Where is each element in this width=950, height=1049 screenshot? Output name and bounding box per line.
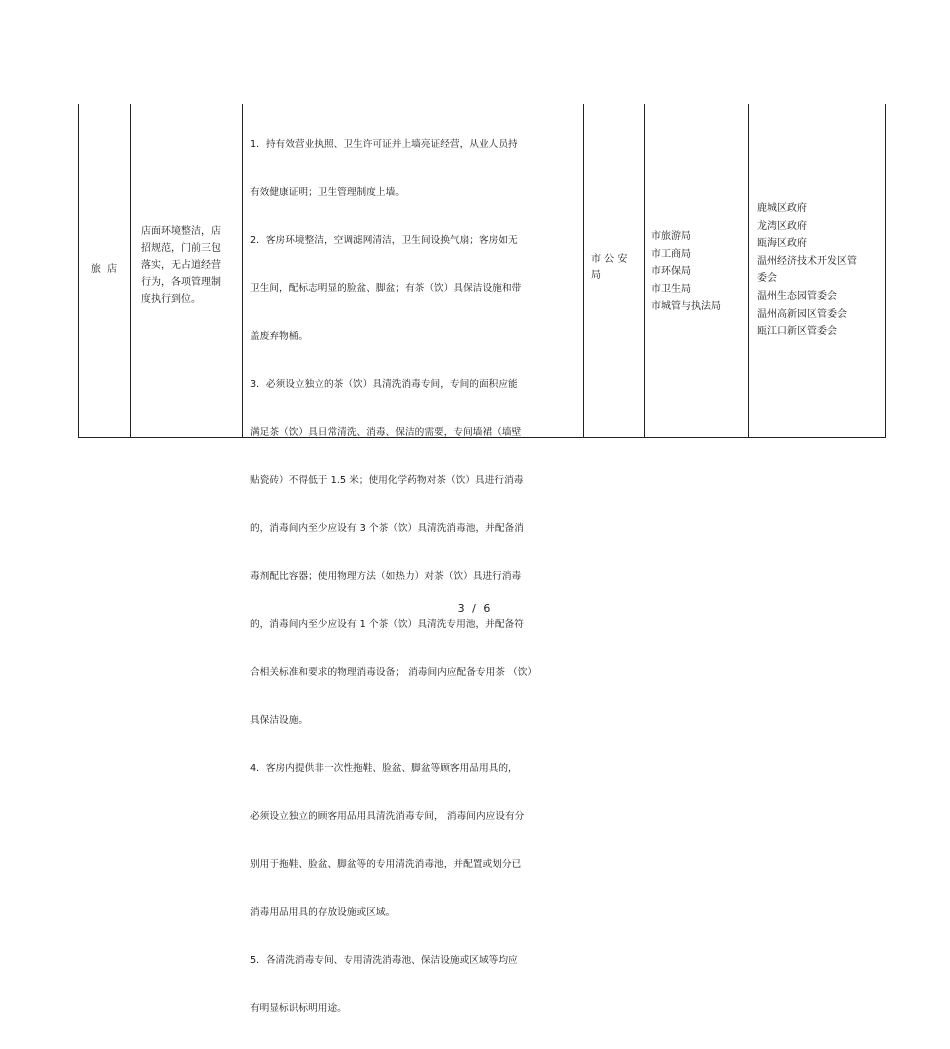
standard-line: 店面环境整洁，店 (141, 226, 221, 237)
responsible-unit: 龙湾区政府 (757, 220, 807, 232)
table-divider (130, 104, 131, 438)
page-number: 3 / 6 (457, 602, 493, 615)
requirement-line: 别用于拖鞋、脸盆、脚盆等的专用清洗消毒池，并配置或划分已 (250, 859, 522, 870)
requirement-line: 2．客房环境整洁，空调滤网清洁，卫生间设换气扇；客房如无 (250, 235, 518, 246)
category-label: 旅 店 (90, 264, 118, 275)
requirement-line: 1．持有效营业执照、卫生许可证并上墙亮证经营，从业人员持 (250, 139, 518, 150)
requirement-line: 毒剂配比容器；使用物理方法（如热力）对茶（饮）具进行消毒 (250, 571, 522, 582)
requirement-line: 3．必须设立独立的茶（饮）具清洗消毒专间，专间的面积应能 (250, 379, 518, 390)
responsible-unit: 瓯江口新区管委会 (757, 326, 837, 338)
standard-line: 行为，各项管理制 (141, 277, 221, 288)
requirement-line: 的，消毒间内至少应设有 1 个茶（饮）具清洗专用池，并配备符 (250, 619, 524, 630)
cooperating-departments-cell (651, 228, 747, 316)
table-divider (644, 104, 645, 438)
lead-department-line: 局 (591, 270, 601, 281)
table-divider (242, 104, 243, 438)
responsible-unit: 温州经济技术开发区管 (757, 255, 857, 267)
requirement-line: 贴瓷砖）不得低于 1.5 米；使用化学药物对茶（饮）具进行消毒 (250, 475, 524, 486)
requirement-line: 具保洁设施。 (250, 715, 309, 726)
requirement-line: 4．客房内提供非一次性拖鞋、脸盆、脚盆等顾客用品用具的， (250, 763, 518, 774)
requirement-line: 合相关标准和要求的物理消毒设备； 消毒间内应配备专用茶 （饮） (250, 667, 538, 678)
standard-line: 度执行到位。 (141, 294, 201, 305)
table-border-right (885, 104, 886, 438)
standard-cell (141, 223, 237, 308)
responsible-unit: 温州生态园管委会 (757, 290, 837, 302)
cooperating-department: 市工商局 (651, 248, 691, 260)
standard-line: 落实，无占道经营 (141, 260, 221, 271)
lead-department-cell (591, 252, 641, 284)
requirement-line: 满足茶（饮）具日常清洗、消毒、保洁的需要，专间墙裙（墙壁 (250, 427, 522, 438)
table-divider (748, 104, 749, 438)
requirement-line: 5．各清洗消毒专间、专用清洗消毒池、保洁设施或区域等均应 (250, 955, 518, 966)
cooperating-department: 市环保局 (651, 266, 691, 277)
lead-department-line: 市 公 安 (591, 254, 628, 265)
cooperating-department: 市城管与执法局 (651, 301, 721, 312)
category-cell (78, 262, 130, 278)
table-divider (583, 104, 584, 438)
requirement-line: 有效健康证明；卫生管理制度上墙。 (250, 187, 405, 198)
responsible-unit: 瓯海区政府 (757, 238, 807, 250)
requirement-line: 有明显标识标明用途。 (250, 1003, 347, 1014)
responsible-unit: 温州高新园区管委会 (757, 308, 847, 320)
standard-line: 招规范，门前三包 (141, 243, 221, 254)
requirement-line: 消毒用品用具的存放设施或区域。 (250, 907, 396, 918)
cooperating-department: 市旅游局 (651, 231, 691, 242)
cooperating-department: 市卫生局 (651, 283, 691, 295)
requirement-line: 必须设立独立的顾客用品用具清洗消毒专间， 消毒间内应设有分 (250, 811, 525, 822)
responsible-unit: 委会 (757, 273, 777, 285)
requirements-cell (250, 105, 580, 1049)
responsible-unit: 鹿城区政府 (757, 203, 807, 214)
requirement-line: 的，消毒间内至少应设有 3 个茶（饮）具清洗消毒池，并配备消 (250, 523, 524, 534)
requirement-line: 盖废弃物桶。 (250, 331, 309, 342)
responsible-units-cell (757, 200, 883, 341)
requirement-line: 卫生间，配标志明显的脸盆、脚盆；有茶（饮）具保洁设施和带 (250, 283, 522, 294)
